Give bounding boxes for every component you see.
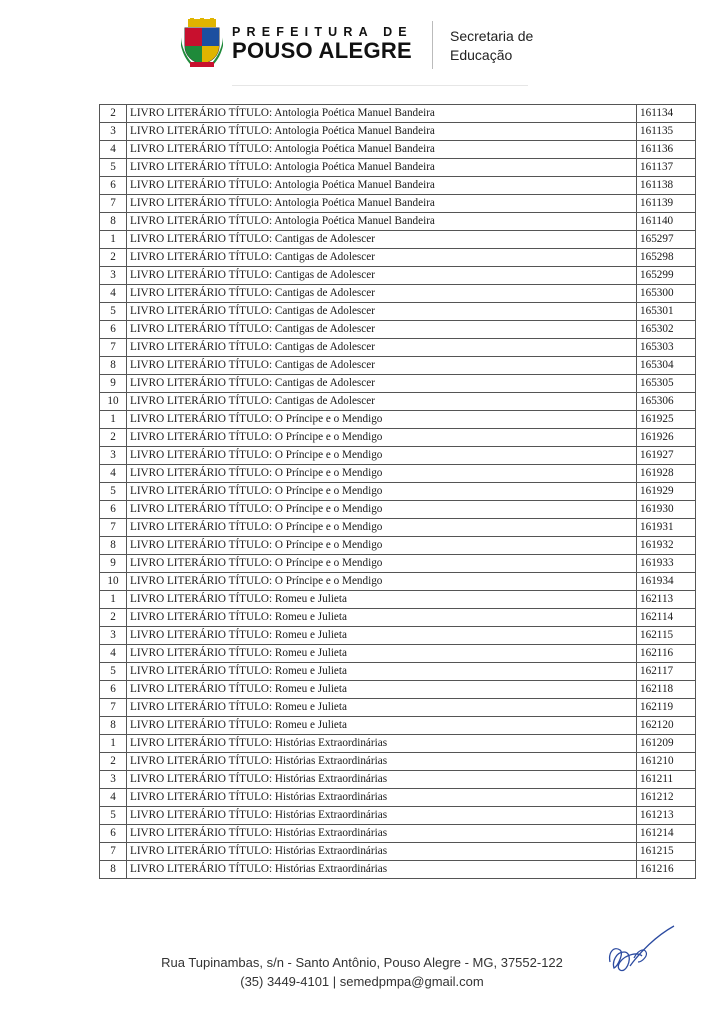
table-row [100, 807, 696, 825]
table-row [100, 645, 696, 663]
item-number-cell: 1 [100, 231, 127, 249]
table-row [100, 249, 696, 267]
item-title-cell: LIVRO LITERÁRIO TÍTULO: Romeu e Julieta [127, 681, 637, 699]
item-title-cell: LIVRO LITERÁRIO TÍTULO: Antologia Poética Manuel Bandeira [127, 141, 637, 159]
table-row [100, 717, 696, 735]
table-row [100, 177, 696, 195]
item-code-cell: 162120 [637, 717, 696, 735]
item-code-cell: 165306 [637, 393, 696, 411]
item-code-cell: 161215 [637, 843, 696, 861]
item-title-cell: LIVRO LITERÁRIO TÍTULO: Histórias Extraordinárias [127, 789, 637, 807]
item-title-cell: LIVRO LITERÁRIO TÍTULO: Antologia Poética Manuel Bandeira [127, 195, 637, 213]
item-title-cell: LIVRO LITERÁRIO TÍTULO: Antologia Poética Manuel Bandeira [127, 159, 637, 177]
item-title-cell: LIVRO LITERÁRIO TÍTULO: Romeu e Julieta [127, 609, 637, 627]
item-code-cell: 162114 [637, 609, 696, 627]
table-row [100, 411, 696, 429]
table-row [100, 429, 696, 447]
item-title-cell: LIVRO LITERÁRIO TÍTULO: Romeu e Julieta [127, 699, 637, 717]
book-inventory-body [100, 105, 696, 879]
item-title-cell: LIVRO LITERÁRIO TÍTULO: O Príncipe e o Mendigo [127, 519, 637, 537]
table-row [100, 789, 696, 807]
table-row [100, 537, 696, 555]
table-row [100, 753, 696, 771]
item-title-cell: LIVRO LITERÁRIO TÍTULO: Romeu e Julieta [127, 627, 637, 645]
item-title-cell: LIVRO LITERÁRIO TÍTULO: Cantigas de Adolescer [127, 267, 637, 285]
item-title-cell: LIVRO LITERÁRIO TÍTULO: Cantigas de Adolescer [127, 285, 637, 303]
item-code-cell: 165298 [637, 249, 696, 267]
item-number-cell: 7 [100, 339, 127, 357]
item-code-cell: 165302 [637, 321, 696, 339]
department-name [450, 27, 533, 65]
footer-contact: (35) 3449-4101 | semedpmpa@gmail.com [240, 974, 484, 989]
item-title-cell: LIVRO LITERÁRIO TÍTULO: Cantigas de Adolescer [127, 375, 637, 393]
item-title-cell: LIVRO LITERÁRIO TÍTULO: Histórias Extraordinárias [127, 753, 637, 771]
table-row [100, 447, 696, 465]
brand-city-name: POUSO ALEGRE [232, 38, 413, 63]
item-title-cell: LIVRO LITERÁRIO TÍTULO: Cantigas de Adolescer [127, 339, 637, 357]
item-number-cell: 4 [100, 141, 127, 159]
item-number-cell: 3 [100, 771, 127, 789]
table-row [100, 231, 696, 249]
item-title-cell: LIVRO LITERÁRIO TÍTULO: Cantigas de Adolescer [127, 393, 637, 411]
table-row [100, 267, 696, 285]
table-row [100, 159, 696, 177]
table-row [100, 303, 696, 321]
table-row [100, 483, 696, 501]
item-title-cell: LIVRO LITERÁRIO TÍTULO: Cantigas de Adolescer [127, 303, 637, 321]
item-title-cell: LIVRO LITERÁRIO TÍTULO: Cantigas de Adolescer [127, 321, 637, 339]
item-number-cell: 8 [100, 861, 127, 879]
item-number-cell: 2 [100, 609, 127, 627]
item-title-cell: LIVRO LITERÁRIO TÍTULO: Romeu e Julieta [127, 717, 637, 735]
letterhead [0, 0, 724, 95]
item-number-cell: 5 [100, 807, 127, 825]
item-code-cell: 161216 [637, 861, 696, 879]
item-code-cell: 161135 [637, 123, 696, 141]
item-code-cell: 165303 [637, 339, 696, 357]
table-row [100, 843, 696, 861]
item-title-cell: LIVRO LITERÁRIO TÍTULO: Antologia Poética Manuel Bandeira [127, 123, 637, 141]
item-title-cell: LIVRO LITERÁRIO TÍTULO: Cantigas de Adolescer [127, 357, 637, 375]
item-title-cell: LIVRO LITERÁRIO TÍTULO: Romeu e Julieta [127, 663, 637, 681]
item-code-cell: 161927 [637, 447, 696, 465]
table-row [100, 357, 696, 375]
item-number-cell: 8 [100, 537, 127, 555]
table-row [100, 627, 696, 645]
item-code-cell: 161934 [637, 573, 696, 591]
item-number-cell: 5 [100, 159, 127, 177]
item-title-cell: LIVRO LITERÁRIO TÍTULO: O Príncipe e o Mendigo [127, 501, 637, 519]
item-number-cell: 7 [100, 519, 127, 537]
table-row [100, 393, 696, 411]
item-number-cell: 7 [100, 843, 127, 861]
item-code-cell: 161213 [637, 807, 696, 825]
item-number-cell: 10 [100, 393, 127, 411]
item-title-cell: LIVRO LITERÁRIO TÍTULO: Antologia Poética Manuel Bandeira [127, 213, 637, 231]
item-number-cell: 1 [100, 591, 127, 609]
item-code-cell: 161136 [637, 141, 696, 159]
item-code-cell: 162115 [637, 627, 696, 645]
item-code-cell: 165301 [637, 303, 696, 321]
item-title-cell: LIVRO LITERÁRIO TÍTULO: O Príncipe e o Mendigo [127, 447, 637, 465]
department-line-1: Secretaria de [450, 28, 534, 44]
item-number-cell: 3 [100, 123, 127, 141]
brand-prefeitura: PREFEITURA DE [232, 25, 413, 39]
book-inventory-table [99, 104, 696, 879]
item-number-cell: 4 [100, 465, 127, 483]
table-row [100, 519, 696, 537]
item-title-cell: LIVRO LITERÁRIO TÍTULO: Romeu e Julieta [127, 645, 637, 663]
item-code-cell: 162116 [637, 645, 696, 663]
item-number-cell: 3 [100, 627, 127, 645]
table-row [100, 861, 696, 879]
table-row [100, 771, 696, 789]
table-row [100, 123, 696, 141]
item-title-cell: LIVRO LITERÁRIO TÍTULO: Cantigas de Adolescer [127, 249, 637, 267]
table-row [100, 375, 696, 393]
item-code-cell: 161137 [637, 159, 696, 177]
item-number-cell: 2 [100, 429, 127, 447]
table-row [100, 105, 696, 123]
item-title-cell: LIVRO LITERÁRIO TÍTULO: O Príncipe e o Mendigo [127, 411, 637, 429]
item-code-cell: 161134 [637, 105, 696, 123]
item-number-cell: 5 [100, 483, 127, 501]
item-number-cell: 2 [100, 249, 127, 267]
table-row [100, 285, 696, 303]
item-title-cell: LIVRO LITERÁRIO TÍTULO: Histórias Extraordinárias [127, 825, 637, 843]
table-row [100, 213, 696, 231]
item-title-cell: LIVRO LITERÁRIO TÍTULO: Histórias Extraordinárias [127, 771, 637, 789]
table-row [100, 699, 696, 717]
item-title-cell: LIVRO LITERÁRIO TÍTULO: Histórias Extraordinárias [127, 861, 637, 879]
item-number-cell: 8 [100, 717, 127, 735]
item-number-cell: 6 [100, 681, 127, 699]
item-code-cell: 162117 [637, 663, 696, 681]
item-number-cell: 8 [100, 213, 127, 231]
table-row [100, 321, 696, 339]
footer-address: Rua Tupinambas, s/n - Santo Antônio, Pouso Alegre - MG, 37552-122 [161, 955, 563, 970]
table-row [100, 555, 696, 573]
item-number-cell: 6 [100, 825, 127, 843]
item-number-cell: 2 [100, 753, 127, 771]
item-title-cell: LIVRO LITERÁRIO TÍTULO: O Príncipe e o Mendigo [127, 573, 637, 591]
table-row [100, 195, 696, 213]
item-number-cell: 3 [100, 267, 127, 285]
item-code-cell: 161931 [637, 519, 696, 537]
item-title-cell: LIVRO LITERÁRIO TÍTULO: Histórias Extraordinárias [127, 807, 637, 825]
table-row [100, 825, 696, 843]
item-title-cell: LIVRO LITERÁRIO TÍTULO: Histórias Extraordinárias [127, 843, 637, 861]
header-rule [232, 85, 528, 86]
table-row [100, 501, 696, 519]
table-row [100, 339, 696, 357]
item-number-cell: 1 [100, 411, 127, 429]
item-code-cell: 161928 [637, 465, 696, 483]
item-code-cell: 161211 [637, 771, 696, 789]
item-code-cell: 161140 [637, 213, 696, 231]
item-code-cell: 161212 [637, 789, 696, 807]
item-number-cell: 7 [100, 699, 127, 717]
table-row [100, 573, 696, 591]
item-code-cell: 162119 [637, 699, 696, 717]
item-title-cell: LIVRO LITERÁRIO TÍTULO: O Príncipe e o Mendigo [127, 429, 637, 447]
item-title-cell: LIVRO LITERÁRIO TÍTULO: O Príncipe e o Mendigo [127, 555, 637, 573]
item-title-cell: LIVRO LITERÁRIO TÍTULO: Antologia Poética Manuel Bandeira [127, 105, 637, 123]
item-number-cell: 1 [100, 735, 127, 753]
table-row [100, 735, 696, 753]
item-title-cell: LIVRO LITERÁRIO TÍTULO: O Príncipe e o Mendigo [127, 465, 637, 483]
item-code-cell: 161210 [637, 753, 696, 771]
table-row [100, 465, 696, 483]
table-row [100, 663, 696, 681]
item-title-cell: LIVRO LITERÁRIO TÍTULO: Antologia Poética Manuel Bandeira [127, 177, 637, 195]
table-row [100, 141, 696, 159]
item-number-cell: 9 [100, 555, 127, 573]
header-divider [432, 21, 433, 69]
item-number-cell: 2 [100, 105, 127, 123]
item-number-cell: 5 [100, 303, 127, 321]
item-code-cell: 161209 [637, 735, 696, 753]
item-number-cell: 3 [100, 447, 127, 465]
item-code-cell: 161926 [637, 429, 696, 447]
item-number-cell: 7 [100, 195, 127, 213]
item-title-cell: LIVRO LITERÁRIO TÍTULO: Romeu e Julieta [127, 591, 637, 609]
table-row [100, 681, 696, 699]
item-number-cell: 6 [100, 177, 127, 195]
item-code-cell: 165299 [637, 267, 696, 285]
pouso-alegre-crest-icon [181, 18, 223, 68]
item-title-cell: LIVRO LITERÁRIO TÍTULO: O Príncipe e o Mendigo [127, 483, 637, 501]
item-code-cell: 161932 [637, 537, 696, 555]
item-code-cell: 162118 [637, 681, 696, 699]
item-title-cell: LIVRO LITERÁRIO TÍTULO: O Príncipe e o Mendigo [127, 537, 637, 555]
table-row [100, 609, 696, 627]
item-number-cell: 6 [100, 501, 127, 519]
item-title-cell: LIVRO LITERÁRIO TÍTULO: Cantigas de Adolescer [127, 231, 637, 249]
item-number-cell: 9 [100, 375, 127, 393]
item-title-cell: LIVRO LITERÁRIO TÍTULO: Histórias Extraordinárias [127, 735, 637, 753]
table-row [100, 591, 696, 609]
item-code-cell: 161933 [637, 555, 696, 573]
item-number-cell: 4 [100, 645, 127, 663]
item-number-cell: 10 [100, 573, 127, 591]
item-code-cell: 161925 [637, 411, 696, 429]
item-code-cell: 161929 [637, 483, 696, 501]
item-code-cell: 165297 [637, 231, 696, 249]
item-code-cell: 165300 [637, 285, 696, 303]
item-code-cell: 161930 [637, 501, 696, 519]
department-line-2: Educação [450, 47, 513, 63]
item-number-cell: 4 [100, 789, 127, 807]
item-code-cell: 161138 [637, 177, 696, 195]
item-code-cell: 161214 [637, 825, 696, 843]
item-code-cell: 165305 [637, 375, 696, 393]
item-number-cell: 5 [100, 663, 127, 681]
item-code-cell: 161139 [637, 195, 696, 213]
item-number-cell: 6 [100, 321, 127, 339]
item-number-cell: 4 [100, 285, 127, 303]
item-number-cell: 8 [100, 357, 127, 375]
item-code-cell: 165304 [637, 357, 696, 375]
item-code-cell: 162113 [637, 591, 696, 609]
